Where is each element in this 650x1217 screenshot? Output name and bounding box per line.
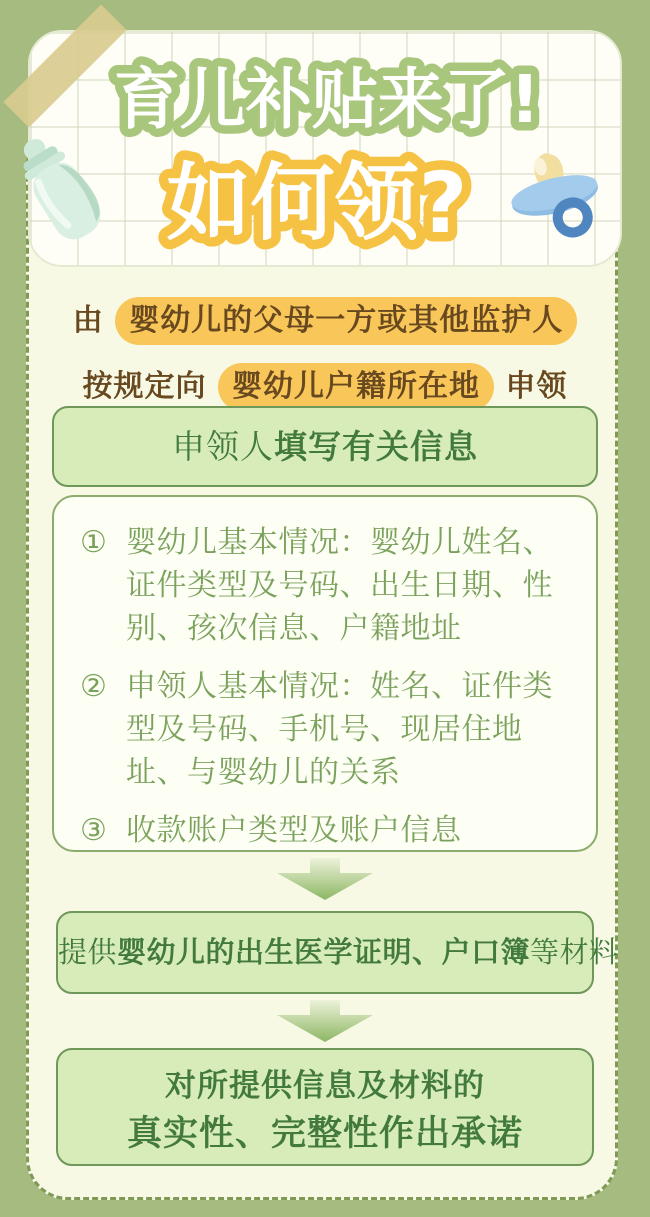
list-item: [80, 809, 574, 852]
pacifier-icon: [500, 144, 612, 256]
step-fill-bold: 填写有关信息: [274, 427, 478, 466]
list-item-text: 收款账户类型及账户信息: [126, 813, 462, 848]
materials-bold: 婴幼儿的出生医学证明、户口簿: [117, 935, 531, 969]
commit-line2: 真实性、完整性作出承诺: [126, 1114, 523, 1154]
intro-line1-highlight: 婴幼儿的父母一方或其他监护人: [115, 297, 577, 345]
materials-prefix: 提供: [58, 935, 118, 969]
circled-number-3-icon: ③: [80, 813, 108, 848]
down-arrow-icon: [277, 858, 373, 900]
step-fill-normal: 申领人: [172, 427, 274, 466]
down-arrow-icon: [277, 1000, 373, 1042]
list-item-text: 申领人基本情况：姓名、证件类型及号码、手机号、现居住地址、与婴幼儿的关系: [126, 669, 553, 790]
title-line2-text: 如何领?: [166, 154, 468, 252]
intro-line2-suffix: 申领: [505, 369, 568, 404]
baby-bottle-icon: [10, 128, 110, 263]
details-list-box: [52, 495, 598, 852]
poster-title-line1: [30, 46, 624, 148]
circled-number-2-icon: ②: [80, 669, 108, 704]
intro-line1-prefix: 由: [72, 303, 104, 338]
list-item-text: 婴幼儿基本情况：婴幼儿姓名、证件类型及号码、出生日期、性别、孩次信息、户籍地址: [126, 525, 553, 646]
step-box-materials: [56, 911, 619, 994]
intro-text: [26, 288, 624, 420]
list-item: [80, 521, 574, 650]
step-box-commitment: [56, 1048, 594, 1166]
commit-line1: 对所提供信息及材料的: [165, 1068, 485, 1104]
intro-line1: [26, 288, 624, 354]
materials-suffix: 等材料: [530, 935, 619, 969]
circled-number-1-icon: ①: [80, 525, 108, 560]
step-box-fill-info: [52, 406, 598, 487]
title-line1-text: 育儿补贴来了!: [113, 61, 541, 138]
intro-line2-prefix: 按规定向: [82, 369, 207, 404]
intro-line2-highlight: 婴幼儿户籍所在地: [218, 363, 494, 411]
list-item: [80, 665, 574, 794]
